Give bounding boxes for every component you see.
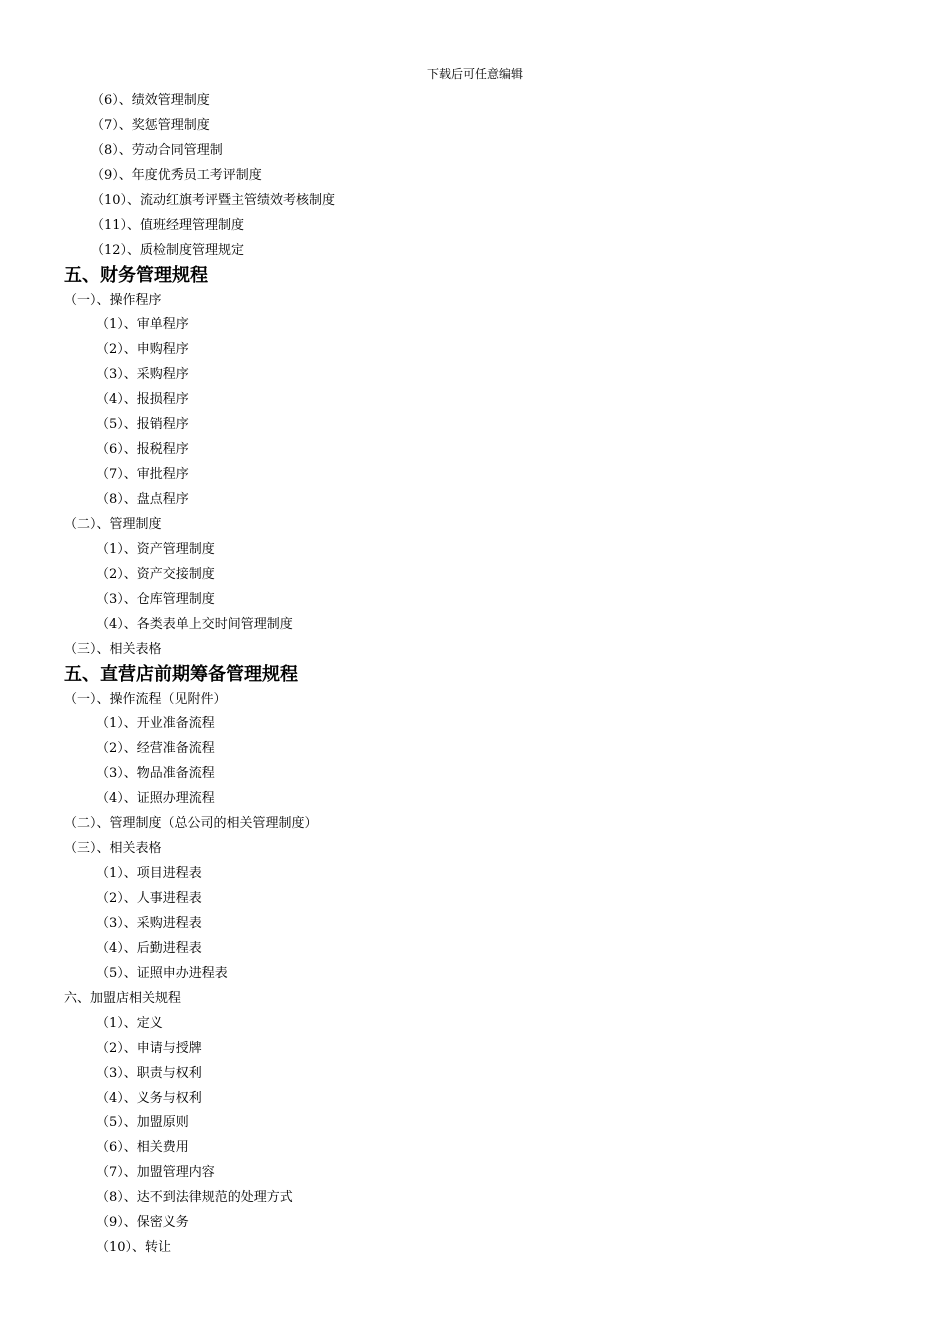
- list-item: （1）、定义: [96, 1015, 163, 1031]
- list-item: （3）、采购进程表: [96, 915, 202, 931]
- list-item: （4）、证照办理流程: [96, 791, 215, 807]
- list-item: （3）、职责与权利: [96, 1065, 202, 1081]
- list-item: （9）、年度优秀员工考评制度: [91, 167, 262, 183]
- list-item: （3）、物品准备流程: [96, 766, 215, 782]
- list-item: （2）、申请与授牌: [96, 1040, 202, 1056]
- list-item: （1）、项目进程表: [96, 866, 202, 882]
- subsection-heading: （二）、管理制度: [64, 516, 162, 532]
- list-item: （4）、报损程序: [96, 392, 189, 408]
- subsection-heading: 六、加盟店相关规程: [64, 990, 182, 1006]
- list-item: （4）、各类表单上交时间管理制度: [96, 616, 293, 632]
- list-item: （11）、值班经理管理制度: [91, 217, 245, 233]
- list-item: （8）、劳动合同管理制: [91, 142, 223, 158]
- list-item: （3）、仓库管理制度: [96, 591, 215, 607]
- list-item: （5）、证照申办进程表: [96, 965, 228, 981]
- list-item: （4）、义务与权利: [96, 1090, 202, 1106]
- list-item: （6）、相关费用: [96, 1140, 189, 1156]
- list-item: （1）、审单程序: [96, 317, 189, 333]
- document-body: [64, 89, 924, 1261]
- list-item: （6）、报税程序: [96, 442, 189, 458]
- list-item: （8）、达不到法律规范的处理方式: [96, 1190, 293, 1206]
- list-item: （2）、人事进程表: [96, 891, 202, 906]
- list-item: （2）、经营准备流程: [96, 741, 215, 757]
- list-item: （1）、开业准备流程: [96, 716, 215, 732]
- subsection-heading: （二）、管理制度（总公司的相关管理制度）: [64, 816, 318, 832]
- subsection-heading: （三）、相关表格: [64, 841, 162, 857]
- list-item: （10）、流动红旗考评暨主管绩效考核制度: [91, 192, 336, 208]
- list-item: （6）、绩效管理制度: [91, 93, 210, 108]
- subsection-heading: （一）、操作程序: [64, 292, 162, 308]
- list-item: （2）、申购程序: [96, 342, 189, 358]
- section-heading: 五、直营店前期筹备管理规程: [64, 663, 298, 685]
- subsection-heading: （一）、操作流程（见附件）: [64, 691, 227, 707]
- list-item: （5）、报销程序: [96, 417, 189, 433]
- list-item: （4）、后勤进程表: [96, 940, 202, 956]
- section-heading: 五、财务管理规程: [64, 264, 208, 286]
- list-item: （8）、盘点程序: [96, 492, 189, 507]
- list-item: （10）、转让: [96, 1240, 172, 1256]
- page-header: 下载后可任意编辑: [426, 67, 523, 81]
- subsection-heading: （三）、相关表格: [64, 641, 162, 657]
- list-item: （1）、资产管理制度: [96, 541, 215, 557]
- list-item: （3）、采购程序: [96, 367, 189, 383]
- list-item: （7）、加盟管理内容: [96, 1165, 215, 1181]
- list-item: （7）、奖惩管理制度: [91, 117, 210, 133]
- list-item: （9）、保密义务: [96, 1215, 189, 1231]
- list-item: （2）、资产交接制度: [96, 566, 215, 582]
- list-item: （7）、审批程序: [96, 467, 189, 483]
- list-item: （12）、质检制度管理规定: [91, 242, 245, 258]
- list-item: （5）、加盟原则: [96, 1115, 189, 1131]
